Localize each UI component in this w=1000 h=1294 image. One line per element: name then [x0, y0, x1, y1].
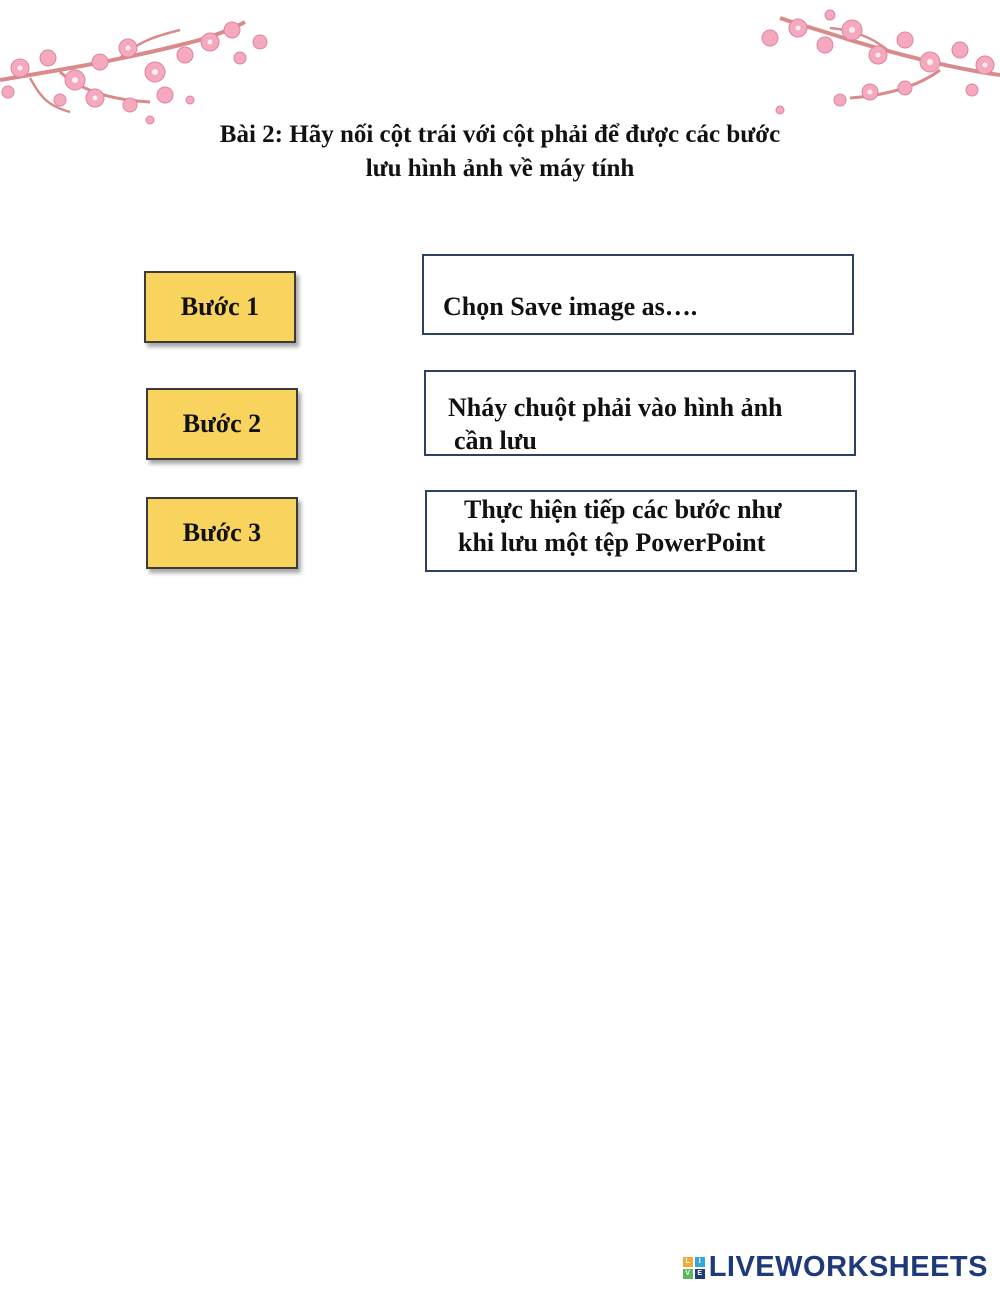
answer-2-line-2: cần lưu — [454, 426, 537, 455]
logo-letter: E — [695, 1269, 705, 1279]
step-2-label: Bước 2 — [182, 409, 262, 438]
step-3-label: Bước 3 — [182, 518, 262, 547]
answer-box-1[interactable] — [422, 254, 854, 335]
cherry-blossom-left-decoration — [0, 0, 290, 135]
answer-3-line-2: khi lưu một tệp PowerPoint — [458, 528, 766, 557]
logo-letter: V — [683, 1269, 693, 1279]
answer-3-line-1: Thực hiện tiếp các bước như — [464, 495, 782, 524]
step-1-label: Bước 1 — [180, 292, 260, 321]
answer-1-line-1: Chọn Save image as…. — [443, 292, 698, 321]
logo-letter: I — [695, 1257, 705, 1267]
answer-box-3[interactable] — [425, 490, 857, 572]
title-line-1: Bài 2: Hãy nối cột trái với cột phải để được các bước — [219, 121, 781, 148]
liveworksheets-logo-icon — [683, 1257, 705, 1279]
step-1-box[interactable] — [144, 271, 296, 343]
title-line-2: lưu hình ảnh về máy tính — [365, 155, 635, 182]
answer-box-2[interactable] — [424, 370, 856, 456]
exercise-title — [120, 118, 880, 186]
logo-letter: L — [683, 1257, 693, 1267]
cherry-blossom-right-decoration — [740, 0, 1000, 125]
step-3-box[interactable] — [146, 497, 298, 569]
step-2-box[interactable] — [146, 388, 298, 460]
liveworksheets-logo — [683, 1251, 988, 1284]
answer-2-line-1: Nháy chuột phải vào hình ảnh — [448, 393, 783, 422]
liveworksheets-wordmark: LIVEWORKSHEETS — [708, 1251, 988, 1283]
